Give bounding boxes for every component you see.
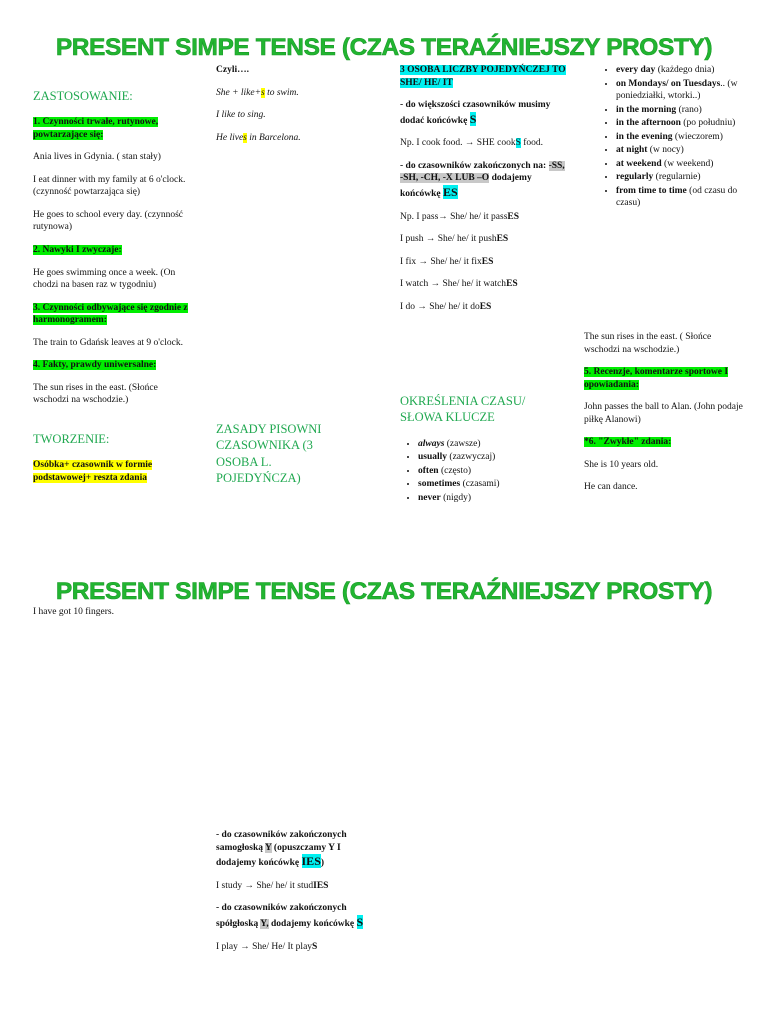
example-text: The sun rises in the east. ( Słońce wschodzi na wschodzie.): [584, 332, 712, 355]
list-item: [418, 451, 570, 464]
list-item: [616, 78, 744, 103]
list-item-term: often: [418, 465, 439, 476]
list-item-translation: (czasami): [460, 479, 500, 490]
list-item-term: at weekend: [616, 158, 662, 169]
list-item: [616, 144, 744, 157]
list-item-term: sometimes: [418, 479, 461, 490]
rule-2: - do czasowników zakończonych na: -SS, -SH, -CH, -X LUB –O dodajemy końcówkę ES: [400, 160, 565, 200]
list-item-translation: (w weekend): [661, 158, 714, 169]
list-item: [418, 478, 570, 491]
column-third-person: [400, 64, 570, 324]
list-item-term: in the morning: [616, 104, 677, 115]
list-item-term: in the afternoon: [616, 118, 681, 129]
adverb-list: [400, 438, 570, 505]
list-item: [616, 117, 744, 130]
example-line: Np. I cook food. → SHE cookS food.: [400, 138, 544, 149]
column-time-expressions: [400, 393, 570, 505]
list-item-translation: (regularnie): [653, 172, 701, 183]
example-line: I watch → She/ he/ it watchES: [400, 279, 518, 290]
list-item-translation: (wieczorem): [672, 131, 723, 142]
section-5-label: 5. Recenzje, komentarze sportowe I opowiadania:: [584, 367, 729, 390]
example-line: I play → She/ He/ It playS: [216, 941, 318, 952]
list-item-term: always: [418, 438, 445, 449]
example-text: I have got 10 fingers.: [33, 607, 114, 617]
list-item-term: never: [418, 492, 441, 503]
list-item: [418, 465, 570, 478]
example-line: I push → She/ he/ it pushES: [400, 234, 509, 245]
list-item: [616, 64, 744, 77]
page-title-2: PRESENT SIMPE TENSE (CZAS TERAŹNIEJSZY PROSTY): [55, 578, 713, 605]
example-text: He goes to school every day. (czynność rutynowa): [33, 209, 184, 233]
list-item-term: in the evening: [616, 131, 673, 142]
list-item-translation: (nigdy): [440, 492, 472, 503]
heading-third-person: 3 OSOBA LICZBY POJEDYŃCZEJ TO SHE/ HE/ IT: [400, 65, 566, 88]
section-6-label: *6. "Zwykłe" zdania:: [584, 437, 672, 448]
list-item-translation: (często): [438, 465, 472, 476]
heading-time-expressions: OKREŚLENIA CZASU/ SŁOWA KLUCZE: [400, 394, 526, 425]
list-item-term: at night: [616, 145, 648, 156]
list-item-translation: (każdego dnia): [655, 65, 715, 75]
example-line: Np. I pass→ She/ he/ it passES: [400, 211, 520, 222]
example-line: He lives in Barcelona.: [216, 132, 301, 143]
list-item-translation: (po południu): [680, 118, 736, 129]
section-2-label: 2. Nawyki I zwyczaje:: [33, 244, 122, 255]
list-item-translation: .. (w poniedziałki, wtorki..): [616, 78, 738, 102]
list-item: [616, 158, 744, 171]
list-item-translation: (od czasu do czasu): [616, 185, 738, 209]
example-line: I study → She/ he/ it studIES: [216, 880, 329, 891]
example-text: She is 10 years old.: [584, 459, 659, 470]
example-text: He goes swimming once a week. (On chodzi na basen raz w tygodniu): [33, 267, 176, 291]
list-item: [616, 131, 744, 144]
czyli-label: Czyli….: [216, 65, 249, 75]
example-text: I eat dinner with my family at 6 o'clock. (czynność powtarzająca się): [33, 174, 186, 198]
list-item: [616, 185, 744, 210]
list-item-translation: (zawsze): [444, 438, 481, 449]
column-more-usage: [584, 331, 744, 504]
example-text: Ania lives in Gdynia. ( stan stały): [33, 152, 161, 163]
rule-1: - do większości czasowników musimy dodać końcówkę S: [400, 100, 551, 126]
example-line: I like to sing.: [216, 110, 266, 121]
section-1-label: 1. Czynności trwałe, rutynowe, powtarzające się:: [33, 117, 159, 140]
heading-usage: ZASTOSOWANIE:: [33, 89, 133, 103]
formation-rule: Osóbka+ czasownik w formie podstawowej+ reszta zdania: [33, 460, 153, 483]
example-line: I fix → She/ he/ it fixES: [400, 256, 494, 267]
column-usage: [33, 88, 193, 494]
list-item-term: on Mondays/ on Tuesdays: [616, 78, 721, 89]
section-3-label: 3. Czynności odbywające się zgodnie z harmonogramem:: [33, 302, 188, 326]
heading-spelling-rules: ZASADY PISOWNI CZASOWNIKA (3 OSOBA L. POJEDYŃCZA): [216, 422, 322, 485]
rule-4: - do czasowników zakończonych spółgłoską Y, dodajemy końcówkę S: [216, 903, 364, 929]
list-item-term: usually: [418, 452, 448, 463]
example-line: She + like+s to swim.: [216, 87, 299, 98]
list-item: [616, 171, 744, 184]
section-4-label: 4. Fakty, prawdy uniwersalne:: [33, 360, 157, 371]
time-expression-list: [584, 64, 744, 210]
list-item: [418, 492, 570, 505]
example-text: He can dance.: [584, 482, 638, 493]
list-item-term: regularly: [616, 172, 654, 183]
list-item-translation: (zazwyczaj): [447, 452, 496, 463]
column-y-rules: [216, 829, 376, 963]
page-title: PRESENT SIMPE TENSE (CZAS TERAŹNIEJSZY PROSTY): [55, 34, 713, 61]
list-item: [418, 438, 570, 451]
rule-3: - do czasowników zakończonych samogłoską Y (opuszczamy Y I dodajemy końcówkę IES): [216, 830, 347, 869]
list-item-translation: (w nocy): [647, 145, 684, 156]
heading-formation: TWORZENIE:: [33, 431, 110, 446]
list-item: [616, 104, 744, 117]
example-text: The sun rises in the east. (Słońce wschodzi na wschodzie.): [33, 382, 158, 406]
column-time-list: [584, 64, 744, 211]
list-item-term: every day: [616, 65, 656, 75]
example-text: John passes the ball to Alan. (John podaje piłkę Alanowi): [584, 402, 743, 425]
list-item-translation: (rano): [676, 104, 702, 115]
column-examples: [216, 64, 376, 154]
list-item-term: from time to time: [616, 185, 687, 196]
example-line: I do → She/ he/ it doES: [400, 301, 492, 312]
example-text: The train to Gdańsk leaves at 9 o'clock.: [33, 337, 183, 348]
